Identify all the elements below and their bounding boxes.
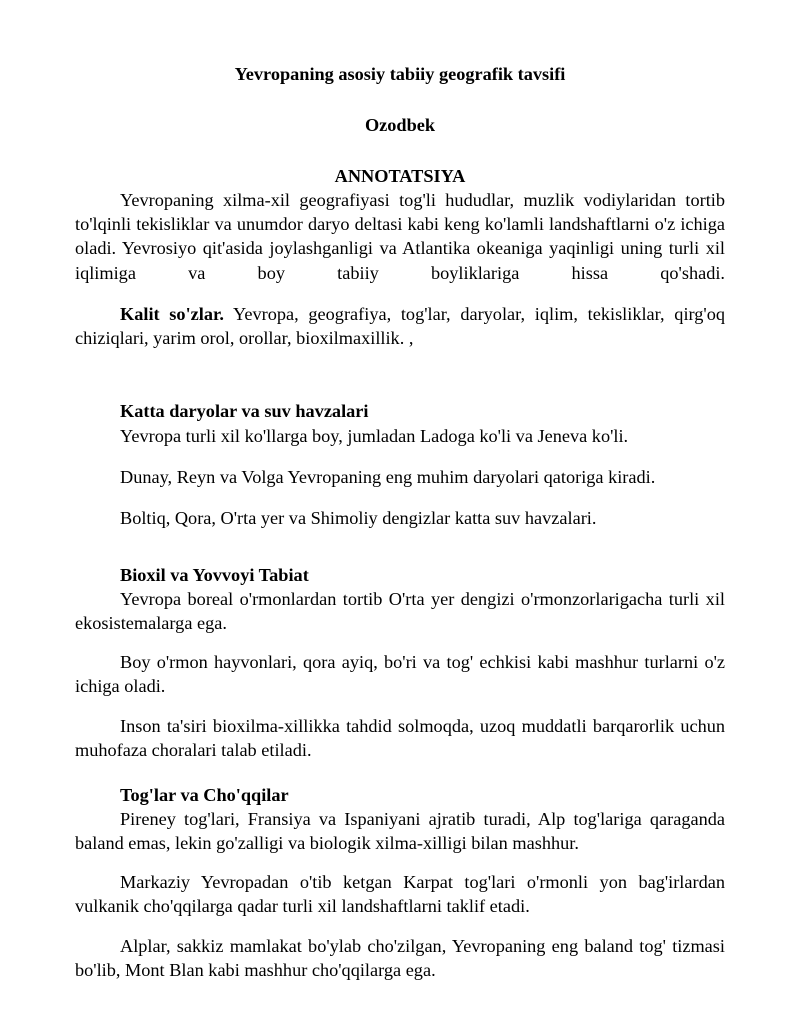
section-paragraph: Pireney tog'lari, Fransiya va Ispaniyani ajratib turadi, Alp tog'lariga qaraganda baland emas, lekin go'zalligi va biologik xilma-xilligi bilan mashhur. <box>75 809 725 854</box>
keywords-list: Yevropa, geografiya, tog'lar, daryolar, iqlim, tekisliklar, qirg'oq chiziqlari, yarim orol, orollar, bioxilmaxillik. , <box>75 304 725 349</box>
section-paragraph: Dunay, Reyn va Volga Yevropaning eng muhim daryolari qatoriga kiradi. <box>120 467 656 487</box>
section-heading-rivers: Katta daryolar va suv havzalari <box>120 401 369 421</box>
author-name: Ozodbek <box>364 115 436 135</box>
section-paragraph: Boltiq, Qora, O'rta yer va Shimoliy dengizlar katta suv havzalari. <box>120 508 597 528</box>
keywords-label: Kalit so'zlar. <box>120 304 224 324</box>
section-paragraph: Yevropa boreal o'rmonlardan tortib O'rta yer dengizi o'rmonzorlarigacha turli xil ekosistemalarga ega. <box>75 589 725 634</box>
abstract-paragraph: Yevropaning xilma-xil geografiyasi tog'li hududlar, muzlik vodiylaridan tortib to'lqinli tekisliklar va unumdor daryo deltasi kabi keng ko'lamli landshaftlarni o'z ichiga oladi. Yevrosiyo qit'asida joylashganligi va Atlantika okeaniga yaqinligi uning turli xil iqlimiga va boy tabiiy boyliklariga hissa qo'shadi. <box>75 190 725 283</box>
section-paragraph: Inson ta'siri bioxilma-xillikka tahdid solmoqda, uzoq muddatli barqarorlik uchun muhofaza choralari talab etiladi. <box>75 716 725 761</box>
keywords-paragraph <box>75 302 725 350</box>
section-heading-mountains: Tog'lar va Cho'qqilar <box>120 785 289 805</box>
section-heading-wildlife: Bioxil va Yovvoyi Tabiat <box>120 565 309 585</box>
section-paragraph: Yevropa turli xil ko'llarga boy, jumladan Ladoga ko'li va Jeneva ko'li. <box>120 426 629 446</box>
section-paragraph: Boy o'rmon hayvonlari, qora ayiq, bo'ri va tog' echkisi kabi mashhur turlarni o'z ichiga oladi. <box>75 652 725 697</box>
section-paragraph: Markaziy Yevropadan o'tib ketgan Karpat tog'lari o'rmonli yon bag'irlardan vulkanik cho'qqilarga qadar turli xil landshaftlarni taklif etadi. <box>75 872 725 917</box>
section-paragraph: Alplar, sakkiz mamlakat bo'ylab cho'zilgan, Yevropaning eng baland tog' tizmasi bo'lib, Mont Blan kabi mashhur cho'qqilarga ega. <box>75 936 725 981</box>
document-title: Yevropaning asosiy tabiiy geografik tavsifi <box>234 64 566 84</box>
abstract-heading: ANNOTATSIYA <box>334 166 466 186</box>
